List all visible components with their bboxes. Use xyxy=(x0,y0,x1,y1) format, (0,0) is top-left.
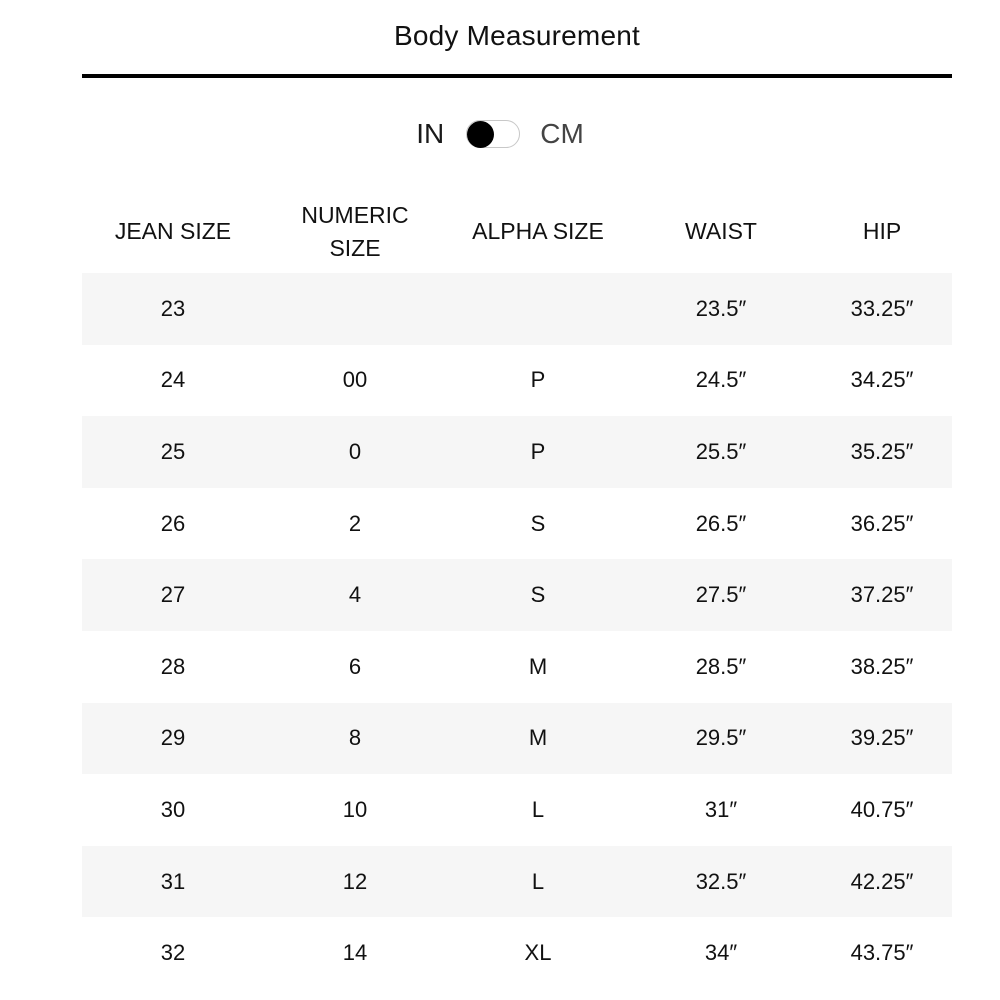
alpha-size-cell: M xyxy=(528,653,548,679)
waist-cell: 26.5″ xyxy=(695,510,747,536)
hip-cell: 40.75″ xyxy=(850,796,914,822)
hip-cell: 36.25″ xyxy=(850,510,914,536)
table-body xyxy=(82,273,952,989)
numeric-size-cell: 8 xyxy=(264,703,446,775)
numeric-size-cell: 6 xyxy=(348,653,362,679)
numeric-size-cell: 12 xyxy=(264,846,446,918)
hip-cell: 33.25″ xyxy=(812,273,952,345)
table-row xyxy=(82,917,952,989)
table-row xyxy=(82,488,952,560)
hip-cell: 35.25″ xyxy=(812,416,952,488)
numeric-size-cell: 10 xyxy=(342,796,368,822)
unit-label-in[interactable]: IN xyxy=(416,118,445,149)
waist-cell: 31″ xyxy=(704,796,738,822)
jean-size-cell: 32 xyxy=(160,940,186,966)
column-header xyxy=(264,190,446,273)
table-row xyxy=(82,273,952,345)
hip-cell: 34.25″ xyxy=(850,367,914,393)
table-header-row xyxy=(82,190,952,273)
hip-cell: 39.25″ xyxy=(812,703,952,775)
jean-size-cell: 23 xyxy=(82,273,264,345)
jean-size-cell: 29 xyxy=(82,703,264,775)
waist-cell: 32.5″ xyxy=(630,846,812,918)
hip-cell: 43.75″ xyxy=(850,940,914,966)
numeric-size-cell: 14 xyxy=(342,940,368,966)
column-header: JEAN SIZE xyxy=(114,218,232,244)
alpha-size-cell: M xyxy=(446,703,630,775)
alpha-size-cell: L xyxy=(446,846,630,918)
alpha-size-cell: L xyxy=(531,796,545,822)
switch-knob xyxy=(467,121,494,148)
numeric-size-cell: 0 xyxy=(264,416,446,488)
hip-cell: 37.25″ xyxy=(812,559,952,631)
alpha-size-cell xyxy=(446,273,630,345)
table-row xyxy=(82,703,952,775)
jean-size-cell: 28 xyxy=(160,653,186,679)
table-row xyxy=(82,631,952,703)
alpha-size-cell: S xyxy=(446,559,630,631)
alpha-size-cell: XL xyxy=(524,940,552,966)
table-row xyxy=(82,846,952,918)
jean-size-cell: 25 xyxy=(82,416,264,488)
hip-cell: 38.25″ xyxy=(850,653,914,679)
alpha-size-cell: S xyxy=(530,510,546,536)
alpha-size-cell: P xyxy=(530,367,546,393)
numeric-size-cell xyxy=(264,273,446,345)
jean-size-cell: 31 xyxy=(82,846,264,918)
size-chart-table xyxy=(82,190,952,989)
waist-cell: 28.5″ xyxy=(695,653,747,679)
unit-label-cm[interactable]: CM xyxy=(540,118,584,149)
column-header-label: NUMERIC SIZE xyxy=(301,201,409,261)
column-header: ALPHA SIZE xyxy=(472,218,604,244)
table-row xyxy=(82,559,952,631)
waist-cell: 27.5″ xyxy=(630,559,812,631)
jean-size-cell: 26 xyxy=(160,510,186,536)
waist-cell: 34″ xyxy=(704,940,738,966)
waist-cell: 29.5″ xyxy=(630,703,812,775)
column-header: WAIST xyxy=(685,218,757,244)
numeric-size-cell: 00 xyxy=(342,367,368,393)
waist-cell: 23.5″ xyxy=(630,273,812,345)
waist-cell: 25.5″ xyxy=(630,416,812,488)
column-header: HIP xyxy=(862,218,902,244)
alpha-size-cell: P xyxy=(446,416,630,488)
numeric-size-cell: 4 xyxy=(264,559,446,631)
body-measurement-tab[interactable] xyxy=(82,0,952,78)
jean-size-cell: 24 xyxy=(160,367,186,393)
waist-cell: 24.5″ xyxy=(695,367,747,393)
numeric-size-cell: 2 xyxy=(348,510,362,536)
hip-cell: 42.25″ xyxy=(812,846,952,918)
table-row xyxy=(82,416,952,488)
jean-size-cell: 27 xyxy=(82,559,264,631)
unit-toggle xyxy=(0,114,1000,154)
table-row xyxy=(82,774,952,846)
tab-title: Body Measurement xyxy=(394,20,640,51)
unit-switch[interactable] xyxy=(466,120,520,148)
table-row xyxy=(82,345,952,417)
jean-size-cell: 30 xyxy=(160,796,186,822)
